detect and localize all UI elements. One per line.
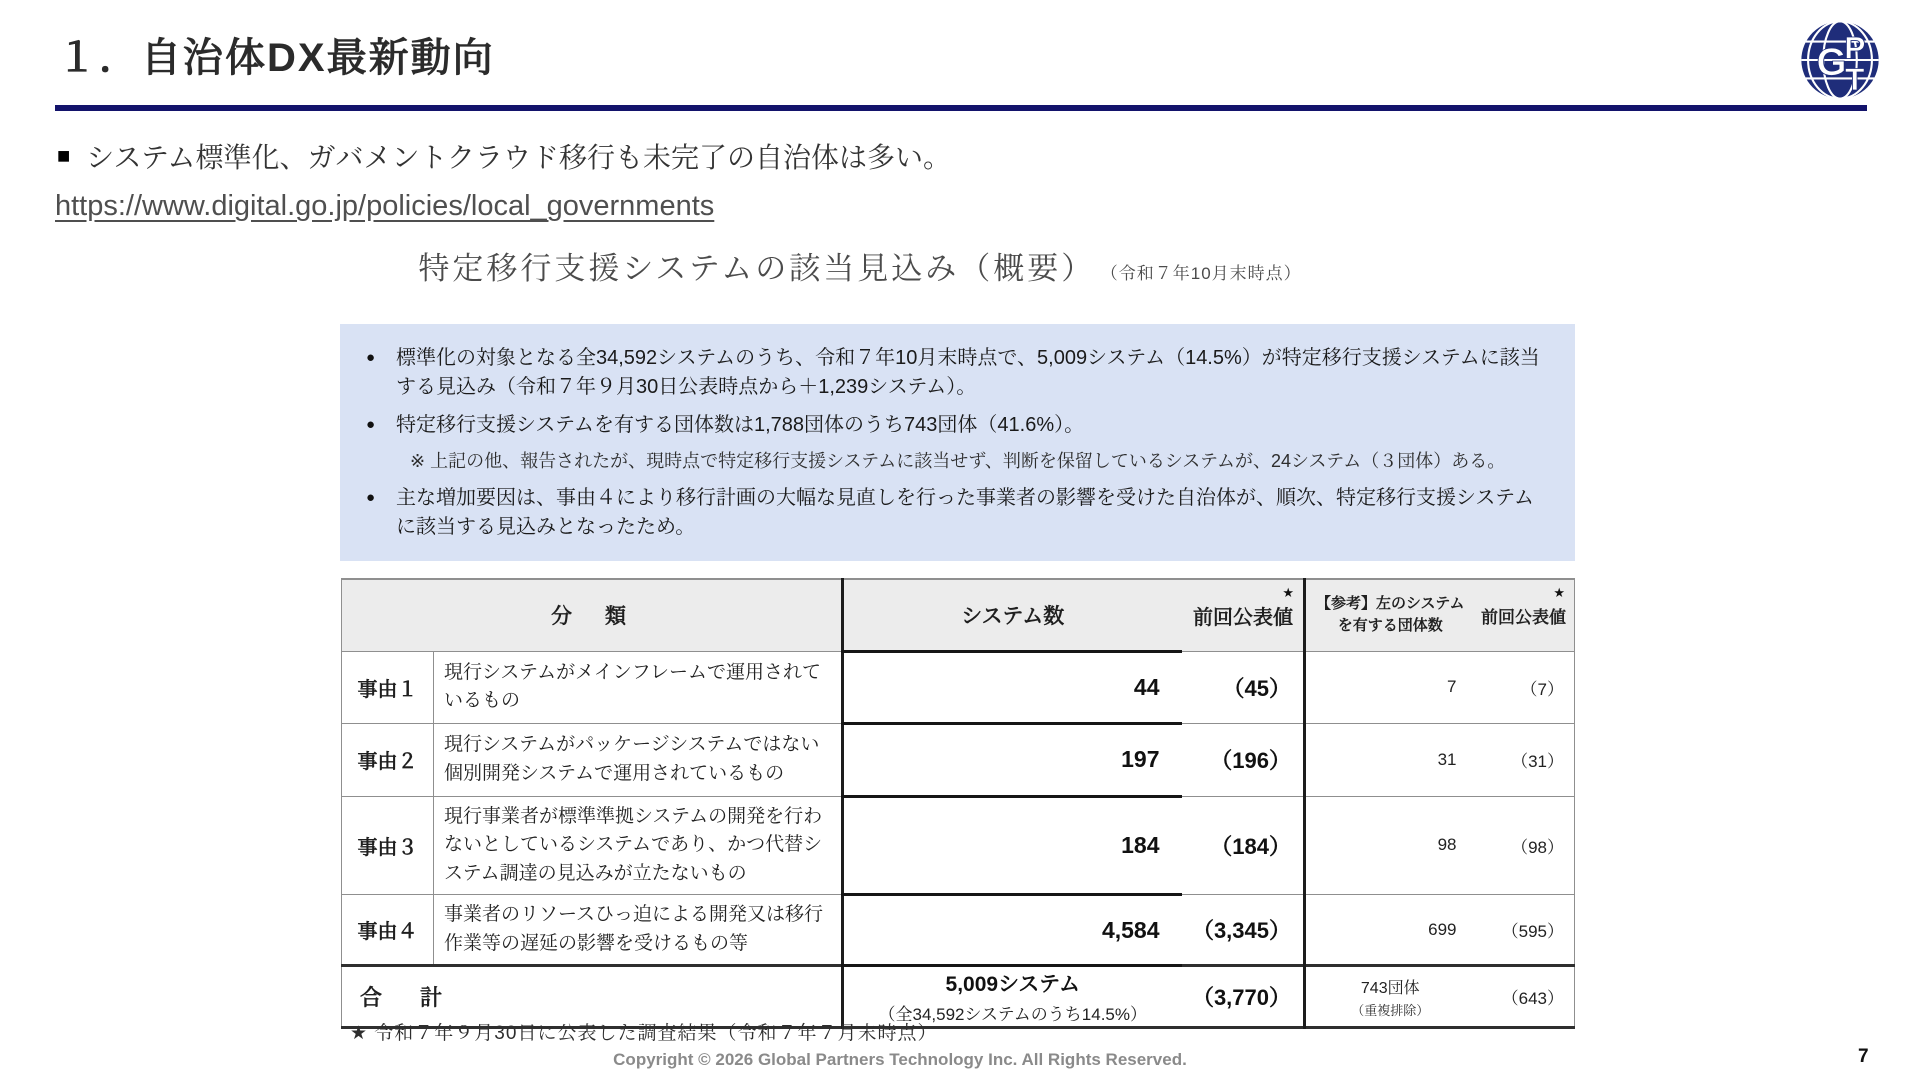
key-statement xyxy=(57,136,951,176)
header-previous-value2: ★ 前回公表値 xyxy=(1475,579,1575,651)
table-row xyxy=(342,723,1575,796)
org-count: 7 xyxy=(1305,651,1475,723)
reason-label: 事由３ xyxy=(342,796,434,895)
org-prev: （7） xyxy=(1475,651,1575,723)
summary-bullet-text: 特定移行支援システムを有する団体数は1,788団体のうち743団体（41.6%）。 xyxy=(396,414,1085,436)
system-prev: （184） xyxy=(1182,796,1305,895)
system-count: 184 xyxy=(843,796,1182,895)
summary-box xyxy=(340,324,1575,561)
reason-label: 事由２ xyxy=(342,723,434,796)
total-org-count: 743団体 （重複排除） xyxy=(1305,966,1475,1028)
system-count: 44 xyxy=(843,651,1182,723)
circle-bullet-icon: ● xyxy=(366,349,376,366)
document-title xyxy=(300,243,1420,288)
key-statement-text: システム標準化、ガバメントクラウド移行も未完了の自治体は多い。 xyxy=(86,142,951,173)
table-row xyxy=(342,651,1575,723)
table-footnote: ★ 令和７年９月30日に公表した調査結果（令和７年７月末時点） xyxy=(350,1023,938,1044)
total-system-count: 5,009システム （全34,592システムのうち14.5%） xyxy=(843,966,1182,1028)
org-prev: （31） xyxy=(1475,723,1575,796)
header-previous-value: ★ 前回公表値 xyxy=(1182,579,1305,651)
star-icon: ★ xyxy=(1282,585,1294,600)
table-row xyxy=(342,796,1575,895)
title-divider xyxy=(55,105,1867,111)
system-prev: （45） xyxy=(1182,651,1305,723)
svg-text:T: T xyxy=(1845,61,1865,98)
reason-desc: 現行システムがメインフレームで運用されているもの xyxy=(434,651,843,723)
total-org-prev: （643） xyxy=(1475,966,1575,1028)
reason-label: 事由１ xyxy=(342,651,434,723)
summary-bullet xyxy=(366,411,1549,440)
system-count: 4,584 xyxy=(843,895,1182,966)
system-count: 197 xyxy=(843,723,1182,796)
header-classification: 分 類 xyxy=(342,579,843,651)
system-prev: （3,345） xyxy=(1182,895,1305,966)
org-prev: （595） xyxy=(1475,895,1575,966)
summary-bullet xyxy=(366,344,1549,402)
summary-note: ※ 上記の他、報告されたが、現時点で特定移行支援システムに該当せず、判断を保留しているシステムが、24システム（３団体）ある。 xyxy=(410,451,1506,471)
table-header-row xyxy=(342,579,1575,651)
header-system-count: システム数 xyxy=(843,579,1182,651)
org-count: 31 xyxy=(1305,723,1475,796)
source-url-link[interactable]: https://www.digital.go.jp/policies/local_governments xyxy=(55,190,715,222)
svg-text:G: G xyxy=(1816,41,1847,85)
document-title-text: 特定移行支援システムの該当見込み（概要） xyxy=(418,251,1096,286)
circle-bullet-icon: ● xyxy=(366,489,376,507)
org-count: 699 xyxy=(1305,895,1475,966)
page-title: １．自治体DX最新動向 xyxy=(57,36,495,80)
total-label: 合 計 xyxy=(342,966,843,1028)
svg-text:P: P xyxy=(1844,29,1866,66)
star-icon: ★ xyxy=(1553,585,1565,600)
system-prev: （196） xyxy=(1182,723,1305,796)
migration-support-table xyxy=(341,578,1575,1029)
reason-desc: 現行システムがパッケージシステムではない個別開発システムで運用されているもの xyxy=(434,723,843,796)
square-bullet-icon: ■ xyxy=(57,143,71,168)
org-prev: （98） xyxy=(1475,796,1575,895)
table-row xyxy=(342,895,1575,966)
total-system-prev: （3,770） xyxy=(1182,966,1305,1028)
header-reference-orgs: 【参考】左のシステムを有する団体数 xyxy=(1305,579,1475,651)
reason-label: 事由４ xyxy=(342,895,434,966)
page-number: 7 xyxy=(1858,1046,1869,1067)
copyright-text: Copyright © 2026 Global Partners Technology Inc. All Rights Reserved. xyxy=(613,1050,1187,1069)
document-title-date-note: （令和７年10月末時点） xyxy=(1109,264,1302,283)
summary-bullet-text: 標準化の対象となる全34,592システムのうち、令和７年10月末時点で、5,009システム（14.5%）が特定移行支援システムに該当する見込み（令和７年９月30日公表時点から＋1,239システム）。 xyxy=(396,347,1540,398)
reason-desc: 現行事業者が標準準拠システムの開発を行わないとしているシステムであり、かつ代替システム調達の見込みが立たないもの xyxy=(434,796,843,895)
org-count: 98 xyxy=(1305,796,1475,895)
summary-bullet xyxy=(366,484,1549,542)
circle-bullet-icon: ● xyxy=(366,416,376,433)
summary-bullet-text: 主な増加要因は、事由４により移行計画の大幅な見直しを行った事業者の影響を受けた自治体が、順次、特定移行支援システムに該当する見込みとなったため。 xyxy=(396,487,1534,539)
company-logo-globe-icon xyxy=(1798,18,1882,102)
reason-desc: 事業者のリソースひっ迫による開発又は移行作業等の遅延の影響を受けるもの等 xyxy=(434,895,843,966)
